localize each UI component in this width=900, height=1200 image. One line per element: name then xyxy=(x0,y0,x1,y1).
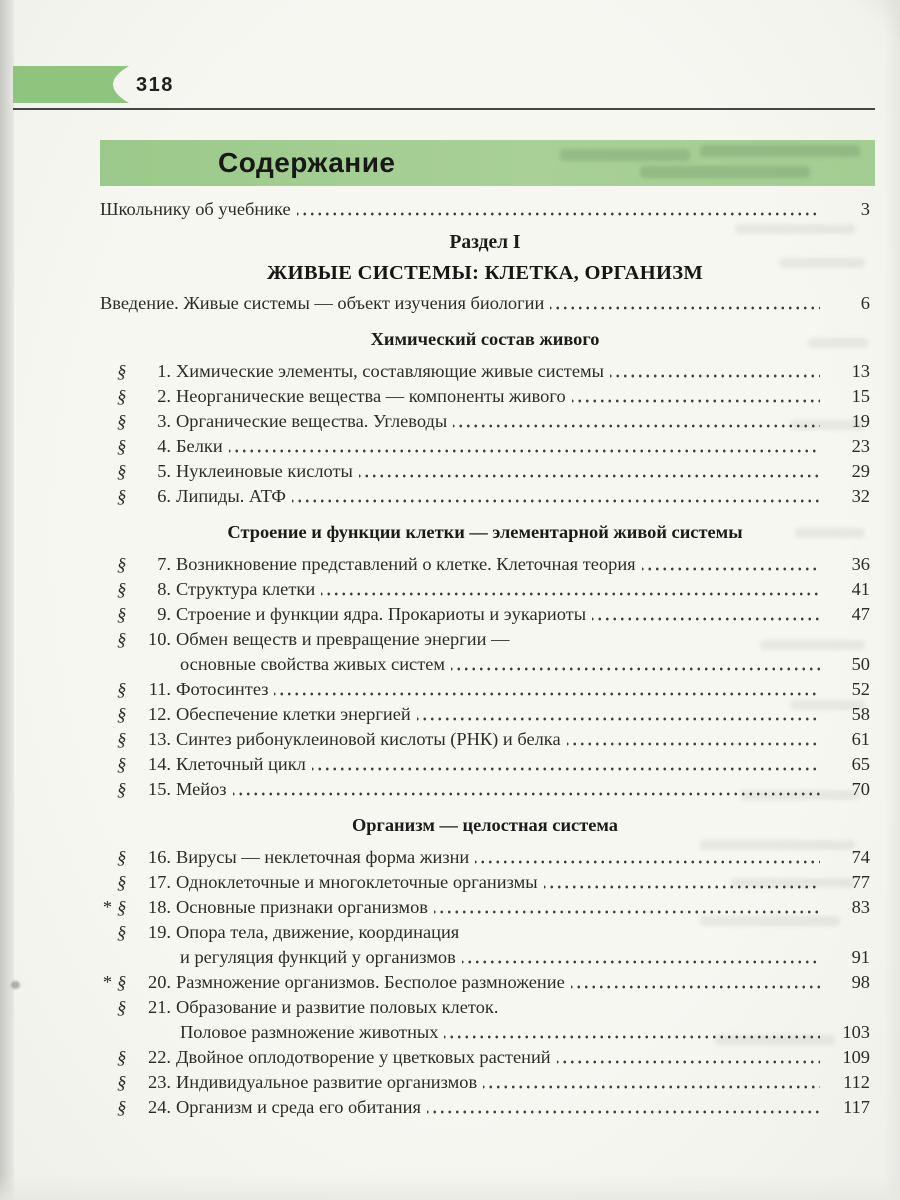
paragraph-label xyxy=(100,384,176,409)
section-sign: § xyxy=(117,779,127,799)
paragraph-label xyxy=(100,1070,176,1095)
toc-entry-title: Образование и развитие половых клеток. xyxy=(176,997,499,1017)
toc-entry-page: 32 xyxy=(851,486,870,506)
paragraph-number: 15. xyxy=(148,779,171,799)
dot-leader xyxy=(557,1045,820,1070)
section-sign: § xyxy=(117,872,127,892)
paragraph-number: 16. xyxy=(148,847,171,867)
toc-entry-page: 58 xyxy=(851,704,870,724)
ribbon-shape xyxy=(13,66,129,103)
paragraph-label xyxy=(100,727,176,752)
dot-leader xyxy=(483,1070,820,1095)
dot-leader xyxy=(572,384,820,409)
toc-entry-page: 15 xyxy=(851,386,870,406)
toc-entry-page: 47 xyxy=(851,604,870,624)
toc-row xyxy=(100,870,870,895)
section-sign: § xyxy=(117,922,127,942)
toc-entry-title: Строение и функции ядра. Прокариоты и эукариоты xyxy=(176,604,587,624)
paragraph-number: 4. xyxy=(157,436,171,456)
toc-row xyxy=(100,434,870,459)
toc-entry-title: Нуклеиновые кислоты xyxy=(176,461,353,481)
dot-leader xyxy=(312,752,820,777)
toc-entry-title: Структура клетки xyxy=(176,579,316,599)
paragraph-label xyxy=(100,434,176,459)
dot-leader xyxy=(610,359,820,384)
paragraph-number: 23. xyxy=(148,1072,171,1092)
scan-edge-bottom xyxy=(0,1174,900,1200)
paragraph-number: 5. xyxy=(157,461,171,481)
paragraph-number: 19. xyxy=(148,922,171,942)
toc-row xyxy=(100,970,870,995)
toc-entry-page: 98 xyxy=(851,972,870,992)
scan-edge-right xyxy=(884,0,900,1200)
toc-row xyxy=(100,602,870,627)
toc-entry-page: 3 xyxy=(860,199,870,219)
toc-entry-title: Белки xyxy=(176,436,223,456)
paragraph-number: 14. xyxy=(148,754,171,774)
toc-entry-page: 112 xyxy=(843,1072,870,1092)
scan-edge-left xyxy=(0,0,14,1200)
paragraph-number: 22. xyxy=(148,1047,171,1067)
toc-row xyxy=(100,1095,870,1120)
dot-leader xyxy=(451,652,820,677)
dot-leader xyxy=(229,434,820,459)
section-sign: § xyxy=(117,386,127,406)
section-sign: § xyxy=(117,361,127,381)
toc-entry-title: Мейоз xyxy=(176,779,227,799)
margin-speck xyxy=(11,981,20,989)
toc-entry-page: 91 xyxy=(851,947,870,967)
toc-row xyxy=(100,1020,870,1045)
paragraph-number: 6. xyxy=(157,486,171,506)
toc-row xyxy=(100,845,870,870)
toc-entry-page: 109 xyxy=(842,1047,870,1067)
paragraph-label xyxy=(100,995,176,1020)
dot-leader xyxy=(642,552,820,577)
paragraph-number: 9. xyxy=(157,604,171,624)
section-sign: § xyxy=(117,629,127,649)
toc-entry-title: Двойное оплодотворение у цветковых растений xyxy=(176,1047,551,1067)
section-sign: § xyxy=(117,754,127,774)
toc-row xyxy=(100,677,870,702)
toc-row xyxy=(100,552,870,577)
section-sign: § xyxy=(117,1047,127,1067)
toc-entry-page: 103 xyxy=(842,1022,870,1042)
toc-row xyxy=(100,384,870,409)
toc-entry-page: 19 xyxy=(851,411,870,431)
paragraph-label xyxy=(100,677,176,702)
dot-leader xyxy=(233,777,820,802)
dot-leader xyxy=(475,845,820,870)
toc-row xyxy=(100,627,870,652)
toc-entry-page: 50 xyxy=(851,654,870,674)
dot-leader xyxy=(417,702,820,727)
toc-entry-page: 117 xyxy=(843,1097,870,1117)
section-sign: § xyxy=(117,411,127,431)
toc-entry-title: Синтез рибонуклеиновой кислоты (РНК) и белка xyxy=(176,729,561,749)
dot-leader xyxy=(274,677,820,702)
toc-group-heading: Химический состав живого xyxy=(370,329,600,349)
paragraph-label xyxy=(100,1095,176,1120)
toc-entry-title: Возникновение представлений о клетке. Клеточная теория xyxy=(176,554,636,574)
dot-leader xyxy=(567,727,820,752)
toc-section-label: Раздел I xyxy=(449,232,521,253)
toc-entry-title: и регуляция функций у организмов xyxy=(180,947,456,967)
paragraph-number: 13. xyxy=(148,729,171,749)
toc-entry-title: Введение. Живые системы — объект изучения биологии xyxy=(100,293,545,313)
contents-title: Содержание xyxy=(218,147,396,178)
toc-entry-page: 83 xyxy=(851,897,870,917)
paragraph-label xyxy=(100,577,176,602)
paragraph-label xyxy=(100,752,176,777)
paragraph-label xyxy=(100,552,176,577)
toc-group-heading: Строение и функции клетки — элементарной живой системы xyxy=(227,522,743,542)
toc-entry-title: Фотосинтез xyxy=(176,679,269,699)
section-sign: § xyxy=(117,729,127,749)
toc-entry-page: 52 xyxy=(851,679,870,699)
toc-entry-page: 13 xyxy=(851,361,870,381)
dot-leader xyxy=(292,484,820,509)
dot-leader xyxy=(434,895,820,920)
paragraph-number: 10. xyxy=(148,629,171,649)
toc-entry-page: 61 xyxy=(851,729,870,749)
toc-row xyxy=(100,197,870,222)
paragraph-label xyxy=(100,1045,176,1070)
paragraph-label xyxy=(100,484,176,509)
paragraph-number: 24. xyxy=(148,1097,171,1117)
toc-entry-title: Организм и среда его обитания xyxy=(176,1097,421,1117)
paragraph-label xyxy=(100,920,176,945)
contents-header-bar xyxy=(100,140,875,186)
section-sign: § xyxy=(117,897,127,917)
toc-row xyxy=(100,727,870,752)
paragraph-number: 20. xyxy=(148,972,171,992)
toc-row xyxy=(100,652,870,677)
page-number: 318 xyxy=(136,74,174,96)
section-sign: § xyxy=(117,704,127,724)
dot-leader xyxy=(544,870,820,895)
toc-entry-title: Опора тела, движение, координация xyxy=(176,922,460,942)
section-sign: § xyxy=(117,579,127,599)
toc-entry-title: Основные признаки организмов xyxy=(176,897,428,917)
section-sign: § xyxy=(117,679,127,699)
toc-entry-title: Органические вещества. Углеводы xyxy=(176,411,448,431)
section-sign: § xyxy=(117,436,127,456)
toc-row xyxy=(100,577,870,602)
paragraph-label xyxy=(100,627,176,652)
paragraph-number: 7. xyxy=(157,554,171,574)
paragraph-label xyxy=(100,870,176,895)
toc-row xyxy=(100,1070,870,1095)
toc-row xyxy=(100,995,870,1020)
toc-row xyxy=(100,359,870,384)
footnote-star: * xyxy=(102,972,112,992)
section-sign: § xyxy=(117,461,127,481)
dot-leader xyxy=(297,197,820,222)
toc-row xyxy=(100,291,870,316)
dot-leader xyxy=(453,409,820,434)
section-sign: § xyxy=(117,847,127,867)
section-sign: § xyxy=(117,1097,127,1117)
toc-entry-title: Липиды. АТФ xyxy=(176,486,286,506)
toc-entry-title: Химические элементы, составляющие живые системы xyxy=(176,361,604,381)
toc-row xyxy=(100,752,870,777)
section-sign: § xyxy=(117,486,127,506)
toc-entry-title: Клеточный цикл xyxy=(176,754,306,774)
toc-entry-title: Размножение организмов. Бесполое размножение xyxy=(176,972,565,992)
toc-row xyxy=(100,945,870,970)
toc-entry-title: Обмен веществ и превращение энергии — xyxy=(176,629,510,649)
section-sign: § xyxy=(117,1072,127,1092)
dot-leader xyxy=(571,970,820,995)
toc-entry-title: Одноклеточные и многоклеточные организмы xyxy=(176,872,538,892)
paragraph-label xyxy=(100,895,176,920)
paragraph-number: 17. xyxy=(148,872,171,892)
paragraph-number: 21. xyxy=(148,997,171,1017)
paragraph-label xyxy=(100,409,176,434)
dot-leader xyxy=(444,1020,820,1045)
dot-leader xyxy=(462,945,820,970)
scan-corner-shadow xyxy=(860,0,900,40)
paragraph-number: 2. xyxy=(157,386,171,406)
toc-entry-page: 23 xyxy=(851,436,870,456)
toc-entry-page: 29 xyxy=(851,461,870,481)
toc-entry-title: Половое размножение животных xyxy=(180,1022,439,1042)
paragraph-label xyxy=(100,702,176,727)
toc-row xyxy=(100,777,870,802)
page-number-ribbon xyxy=(13,66,129,103)
dot-leader xyxy=(592,602,820,627)
toc-entry-page: 41 xyxy=(851,579,870,599)
toc-row xyxy=(100,895,870,920)
toc-entry-page: 77 xyxy=(851,872,870,892)
section-sign: § xyxy=(117,997,127,1017)
toc-entry-title: Неорганические вещества — компоненты живого xyxy=(176,386,566,406)
section-sign: § xyxy=(117,554,127,574)
paragraph-label xyxy=(100,777,176,802)
toc-entry-title: основные свойства живых систем xyxy=(180,654,446,674)
toc-entry-page: 70 xyxy=(851,779,870,799)
toc-entry-page: 65 xyxy=(851,754,870,774)
toc-row xyxy=(100,484,870,509)
toc-section-title: ЖИВЫЕ СИСТЕМЫ: КЛЕТКА, ОРГАНИЗМ xyxy=(267,262,703,284)
paragraph-number: 18. xyxy=(148,897,171,917)
paragraph-number: 1. xyxy=(157,361,171,381)
paragraph-label xyxy=(100,359,176,384)
paragraph-number: 11. xyxy=(148,679,171,699)
dot-leader xyxy=(359,459,820,484)
toc-entry-title: Вирусы — неклеточная форма жизни xyxy=(176,847,470,867)
table-of-contents xyxy=(100,197,870,1120)
paragraph-label xyxy=(100,845,176,870)
paragraph-label xyxy=(100,459,176,484)
paragraph-number: 8. xyxy=(157,579,171,599)
toc-entry-title: Обеспечение клетки энергией xyxy=(176,704,411,724)
paragraph-number: 12. xyxy=(148,704,171,724)
dot-leader xyxy=(321,577,820,602)
header-rule xyxy=(13,108,875,110)
toc-entry-page: 36 xyxy=(851,554,870,574)
section-sign: § xyxy=(117,604,127,624)
toc-row xyxy=(100,702,870,727)
paragraph-label xyxy=(100,970,176,995)
dot-leader xyxy=(427,1095,820,1120)
toc-entry-page: 74 xyxy=(851,847,870,867)
footnote-star: * xyxy=(102,897,112,917)
toc-row xyxy=(100,459,870,484)
section-sign: § xyxy=(117,972,127,992)
toc-entry-title: Школьнику об учебнике xyxy=(100,199,291,219)
paragraph-number: 3. xyxy=(157,411,171,431)
toc-row xyxy=(100,920,870,945)
toc-row xyxy=(100,1045,870,1070)
paragraph-label xyxy=(100,602,176,627)
toc-entry-title: Индивидуальное развитие организмов xyxy=(176,1072,478,1092)
toc-group-heading: Организм — целостная система xyxy=(351,815,619,835)
toc-entry-page: 6 xyxy=(860,293,870,313)
toc-row xyxy=(100,409,870,434)
dot-leader xyxy=(550,291,820,316)
